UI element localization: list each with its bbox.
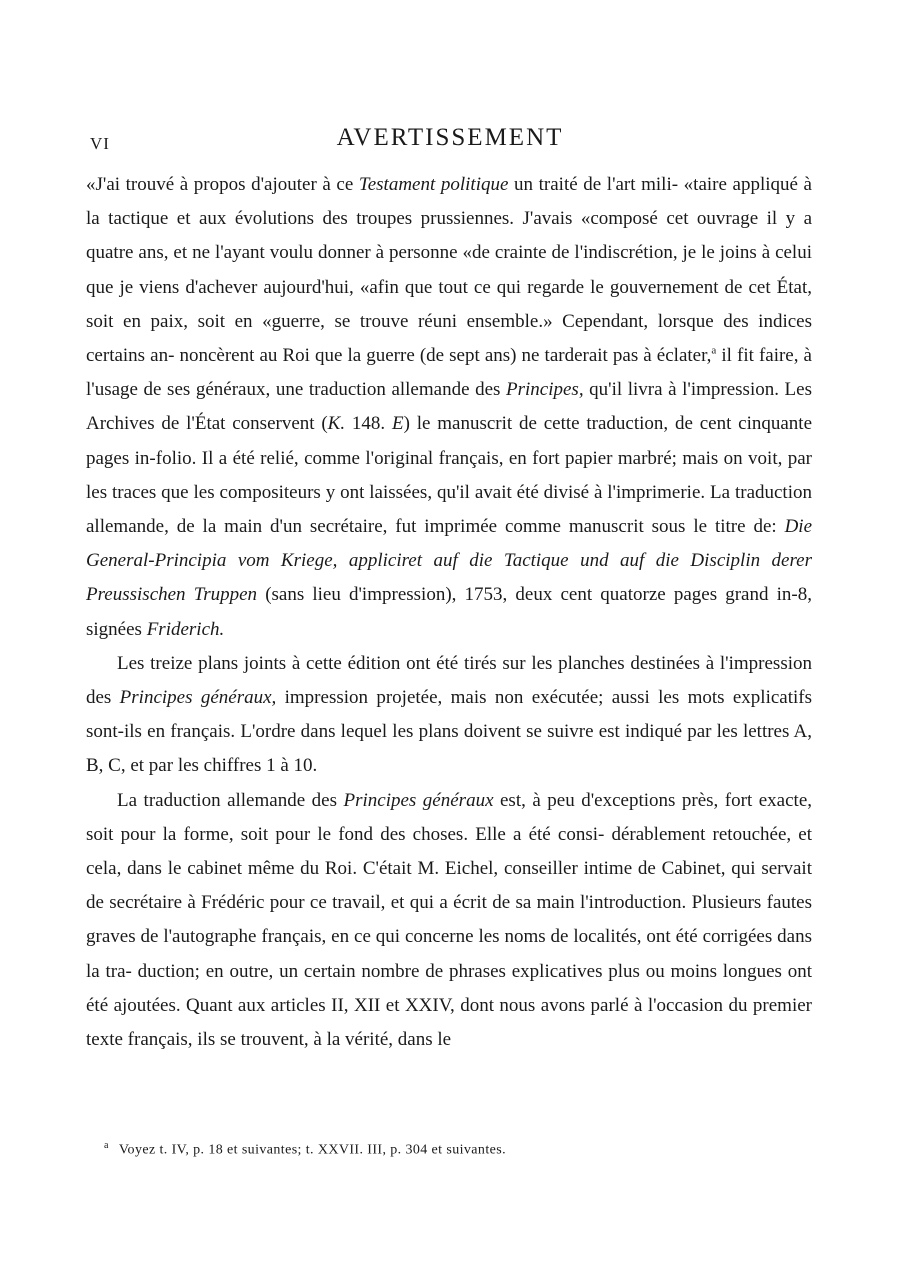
page-header <box>84 124 816 154</box>
text-run: est, à peu d'exceptions près, fort exacte, soit pour la forme, soit pour le fond des choses. Elle a été consi- dérablement retouchée, et cela, dans le cabinet même du Roi. C'était M. Eichel, conseiller intime de Cabinet, qui servait de secrétaire à Frédéric pour ce travail, et qui a écrit de sa main l'introduction. Plusieurs fautes graves de l'autographe français, en ce qui concerne les noms de localités, ont été corrigées dans la tra- duction; en outre, un certain nombre de phrases explicatives plus ou moins longues ont été ajoutées. Quant aux articles II, XII et XXIV, dont nous avons parlé à l'occasion du premier texte français, ils se trouvent, à la vérité, dans le <box>86 789 813 1051</box>
paragraph-1 <box>86 168 812 647</box>
italic-run: Testament politique <box>358 174 509 195</box>
text-run: il fit faire, à l'usage de ses généraux, une traduction allemande des <box>86 345 812 401</box>
italic-run: Die General-Principia vom Kriege, appliciret auf die Tactique und auf die Disciplin derer Preussischen Truppen <box>86 516 812 606</box>
italic-run: Principes généraux <box>343 789 494 811</box>
footnote-text: Voyez t. IV, p. 18 et suivantes; t. XXVII. III, p. 304 et suivantes. <box>118 1142 506 1158</box>
footnote <box>104 1140 804 1159</box>
page-number: VI <box>90 134 110 153</box>
footnote-mark: a <box>104 1140 109 1151</box>
italic-run: Principes généraux, <box>119 687 277 709</box>
paragraph-2 <box>86 647 812 784</box>
footnote-ref: a <box>711 344 717 357</box>
paragraph-3 <box>86 784 812 1058</box>
running-title: AVERTISSEMENT <box>336 124 564 151</box>
body-text <box>86 168 812 1057</box>
text-run: La traduction allemande des <box>117 789 344 811</box>
text-run: ) le manuscrit de cette traduction, de cent cinquante pages in-folio. Il a été relié, comme l'original français, en fort papier marbré; mais on voit, par les traces que les compositeurs y ont laissées, qu'il avait été divisé à l'imprimerie. La traduction allemande, de la main d'un secrétaire, fut imprimée comme manuscrit sous le titre de: <box>86 413 813 538</box>
text-run: (sans lieu d'impression), 1753, deux cent quatorze pages grand in-8, signées <box>86 584 812 640</box>
italic-run: Principes, <box>506 379 584 401</box>
italic-run: K. <box>327 413 346 435</box>
text-run: un traité de l'art mili- «taire appliqué à la tactique et aux évolutions des troupes prussiennes. J'avais «composé cet ouvrage il y a quatre ans, et ne l'ayant voulu donner à personne «de crainte de l'indiscrétion, je le joins à celui que je viens d'achever aujourd'hui, «afin que tout ce qui regarde le gouvernement de cet État, soit en paix, soit en «guerre, se trouve réuni ensemble.» Cependant, lorsque des indices certains an- noncèrent au Roi que la guerre (de sept ans) ne tarderait pas à éclater, <box>86 174 812 367</box>
italic-run: E <box>391 413 404 435</box>
text-run: impression projetée, mais non exécutée; aussi les mots explicatifs sont-ils en français. L'ordre dans lequel les plans doivent se suivre est indiqué par les lettres A, B, C, et par les chiffres 1 à 10. <box>86 687 812 777</box>
text-run: Les treize plans joints à cette édition ont été tirés sur les planches destinées à l'impression des <box>86 652 812 709</box>
text-run: 148. <box>345 413 392 435</box>
text-run: qu'il livra à l'impression. Les Archives de l'État conservent ( <box>86 379 812 435</box>
italic-run: Friderich. <box>146 618 225 640</box>
text-run: «J'ai trouvé à propos d'ajouter à ce <box>86 174 359 195</box>
